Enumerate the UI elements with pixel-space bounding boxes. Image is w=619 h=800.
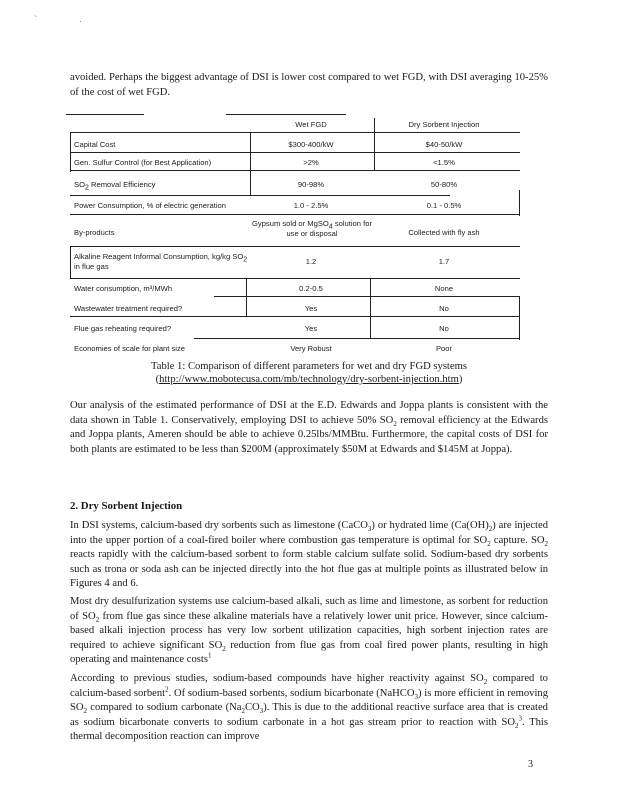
cell-dry: 50-80% xyxy=(430,180,458,189)
table-rule xyxy=(226,114,346,115)
cell-dry: 1.7 xyxy=(438,257,450,266)
column-header-dry-sorbent: Dry Sorbent Injection xyxy=(408,120,480,129)
page-number: 3 xyxy=(528,759,533,770)
paragraph-text: . This thermal decomposition reaction can improve xyxy=(70,716,548,743)
cell-wet: Yes xyxy=(304,324,318,333)
paragraph-text: capture. SO xyxy=(490,534,545,546)
table-rule xyxy=(70,170,520,171)
subscript: 3 xyxy=(367,525,372,534)
cell-wet: 0.2-0.5 xyxy=(299,284,323,293)
row-label-text: Alkaline Reagent Informal Consumption, kg/kg SO xyxy=(74,252,244,261)
row-label: Power Consumption, % of electric generation xyxy=(74,201,226,210)
subscript: 2 xyxy=(84,184,89,192)
paragraph-text: reacts rapidly with the calcium-based sorbent to form stable calcium sulfate solid. Sodium-based dry sorbents such as trona or soda ash can be injected directly into the hot flue gas at multiple points as illustrated below in Figures 4 and 6. xyxy=(70,549,548,590)
subscript: 2 xyxy=(515,721,519,730)
cell-wet: Very Robust xyxy=(290,344,332,353)
cell-text: Gypsum sold or MgSO xyxy=(252,219,329,228)
row-label: Water consumption, m³/MWh xyxy=(74,284,173,293)
row-label-text: Removal Efficiency xyxy=(88,180,156,189)
subscript: 2 xyxy=(488,525,493,534)
subscript: 2 xyxy=(544,539,548,548)
cell-wet xyxy=(252,219,372,239)
table-rule xyxy=(70,316,520,317)
superscript: 1 xyxy=(207,651,212,660)
row-label-text: in flue gas xyxy=(74,262,109,271)
superscript: 2 xyxy=(165,685,169,694)
subscript: 2 xyxy=(95,615,100,624)
subscript: 3 xyxy=(259,707,264,716)
paragraph-text: removal efficiency at the Edwards and Joppa plants, Ameren should be able to achieve 0.25lbs/MMBtu. Furthermore, the capital costs of DSI for both plants are estimated to be less than $200M (approximately $50M at Edwards and $145M at Joppa). xyxy=(70,414,548,455)
source-link[interactable]: http://www.mobotecusa.com/mb/technology/dry-sorbent-injection.htm xyxy=(159,374,459,385)
table-rule xyxy=(70,278,520,279)
caption-title: Table 1: Comparison of different parameters for wet and dry FGD systems xyxy=(151,361,467,372)
cell-dry: 0.1 - 0.5% xyxy=(426,201,462,210)
paragraph-text: reduction from flue gas from coal fired power plants, resulting in high operating and maintenance costs xyxy=(70,639,549,666)
dsi-paragraph-2 xyxy=(70,595,548,668)
analysis-paragraph xyxy=(70,399,548,457)
superscript: 3 xyxy=(518,714,523,723)
table-rule xyxy=(70,246,520,247)
paragraph-text: from flue gas since these alkaline materials have a relatively lower unit price. However, since calcium-based alkali injection process has very low sorbent utilization capacities, high sorbent injection rates are required to achieve significant SO xyxy=(70,610,548,651)
table-rule xyxy=(194,338,520,339)
table-rule xyxy=(70,132,71,172)
table-caption xyxy=(70,360,548,386)
paragraph-text: . Of sodium-based sorbents, sodium bicarbonate (NaHCO xyxy=(168,687,415,699)
paragraph-text: compared to sodium carbonate (Na xyxy=(87,702,242,714)
subscript: 2 xyxy=(487,539,491,548)
paragraph-text: CO xyxy=(244,702,260,714)
paragraph-text: Most dry desulfurization systems use calcium-based alkali, such as lime and limestone, as sorbent for reduction of SO xyxy=(70,596,548,622)
cell-dry: No xyxy=(439,304,449,313)
row-label-text: SO xyxy=(74,180,85,189)
row-label: Economies of scale for plant size xyxy=(74,344,186,353)
cell-dry: Collected with fly ash xyxy=(408,228,480,237)
subscript: 3 xyxy=(414,692,419,701)
subscript: 2 xyxy=(241,707,245,716)
caption-source: (http://www.mobotecusa.com/mb/technology/dry-sorbent-injection.htm) xyxy=(155,374,463,385)
table-rule xyxy=(214,296,520,297)
cell-wet: $300-400/kW xyxy=(288,140,334,149)
scan-artifact-marks: ` . xyxy=(34,14,102,24)
cell-wet: 1.0 - 2.5% xyxy=(293,201,329,210)
column-header-wet-fgd: Wet FGD xyxy=(295,120,327,129)
subscript: 2 xyxy=(243,256,248,264)
cell-text: solution for use or disposal xyxy=(286,219,372,238)
subscript: 2 xyxy=(483,678,488,687)
row-label xyxy=(74,252,254,272)
table-rule xyxy=(70,195,450,196)
row-label: By-products xyxy=(74,228,115,237)
table-rule xyxy=(70,152,520,153)
cell-dry: No xyxy=(439,324,449,333)
row-label: Flue gas reheating required? xyxy=(74,324,172,333)
paragraph-text: ) is more efficient in removing SO xyxy=(70,687,548,714)
row-label xyxy=(74,180,254,192)
paragraph-text: compared to calcium-based sorbent xyxy=(70,673,548,699)
subscript: 2 xyxy=(222,644,226,653)
section-heading: 2. Dry Sorbent Injection xyxy=(70,500,183,512)
subscript: 4 xyxy=(328,223,333,231)
row-label: Capital Cost xyxy=(74,140,116,149)
table-rule xyxy=(370,278,371,338)
cell-wet: Yes xyxy=(304,304,318,313)
paragraph-text: ). This is due to the additional reactive surface area that is created as sodium bicarbonate converts to sodium carbonate in a hot gas stream prior to reaction with SO xyxy=(70,702,548,728)
row-label: Wastewater treatment required? xyxy=(74,304,183,313)
table-rule xyxy=(519,190,520,216)
paragraph-text: In DSI systems, calcium-based dry sorbents such as limestone (CaCO xyxy=(70,520,368,531)
dsi-paragraph-1 xyxy=(70,519,548,592)
table-rule xyxy=(519,296,520,340)
table-rule xyxy=(70,214,520,215)
cell-wet: 90-98% xyxy=(297,180,325,189)
cell-dry: None xyxy=(434,284,454,293)
table-rule xyxy=(66,114,144,115)
paragraph-text: ) are injected into the upper portion of a coal-fired boiler where combustion gas temperature is optimal for SO xyxy=(70,520,548,546)
cell-dry: Poor xyxy=(435,344,453,353)
subscript: 2 xyxy=(393,419,397,428)
cell-dry: <1.5% xyxy=(433,158,455,167)
intro-paragraph: avoided. Perhaps the biggest advantage of DSI is lower cost compared to wet FGD, with DSI averaging 10-25% of the cost of wet FGD. xyxy=(70,72,548,98)
cell-wet: 1.2 xyxy=(305,257,317,266)
dsi-paragraph-3 xyxy=(70,672,548,745)
table-rule xyxy=(70,132,520,133)
paragraph-text: ) or hydrated lime (Ca(OH) xyxy=(371,520,489,531)
cell-dry: $40-50/kW xyxy=(425,140,463,149)
paragraph-text: According to previous studies, sodium-based compounds have higher reactivity against SO xyxy=(70,673,484,684)
cell-wet: >2% xyxy=(303,158,319,167)
table-rule xyxy=(70,246,71,278)
row-label: Gen. Sulfur Control (for Best Application) xyxy=(74,158,212,167)
subscript: 2 xyxy=(83,707,88,716)
paragraph-text: Our analysis of the estimated performance of DSI at the E.D. Edwards and Joppa plants is consistent with the data shown in Table 1. Conservatively, employing DSI to achieve 50% SO xyxy=(70,400,548,426)
